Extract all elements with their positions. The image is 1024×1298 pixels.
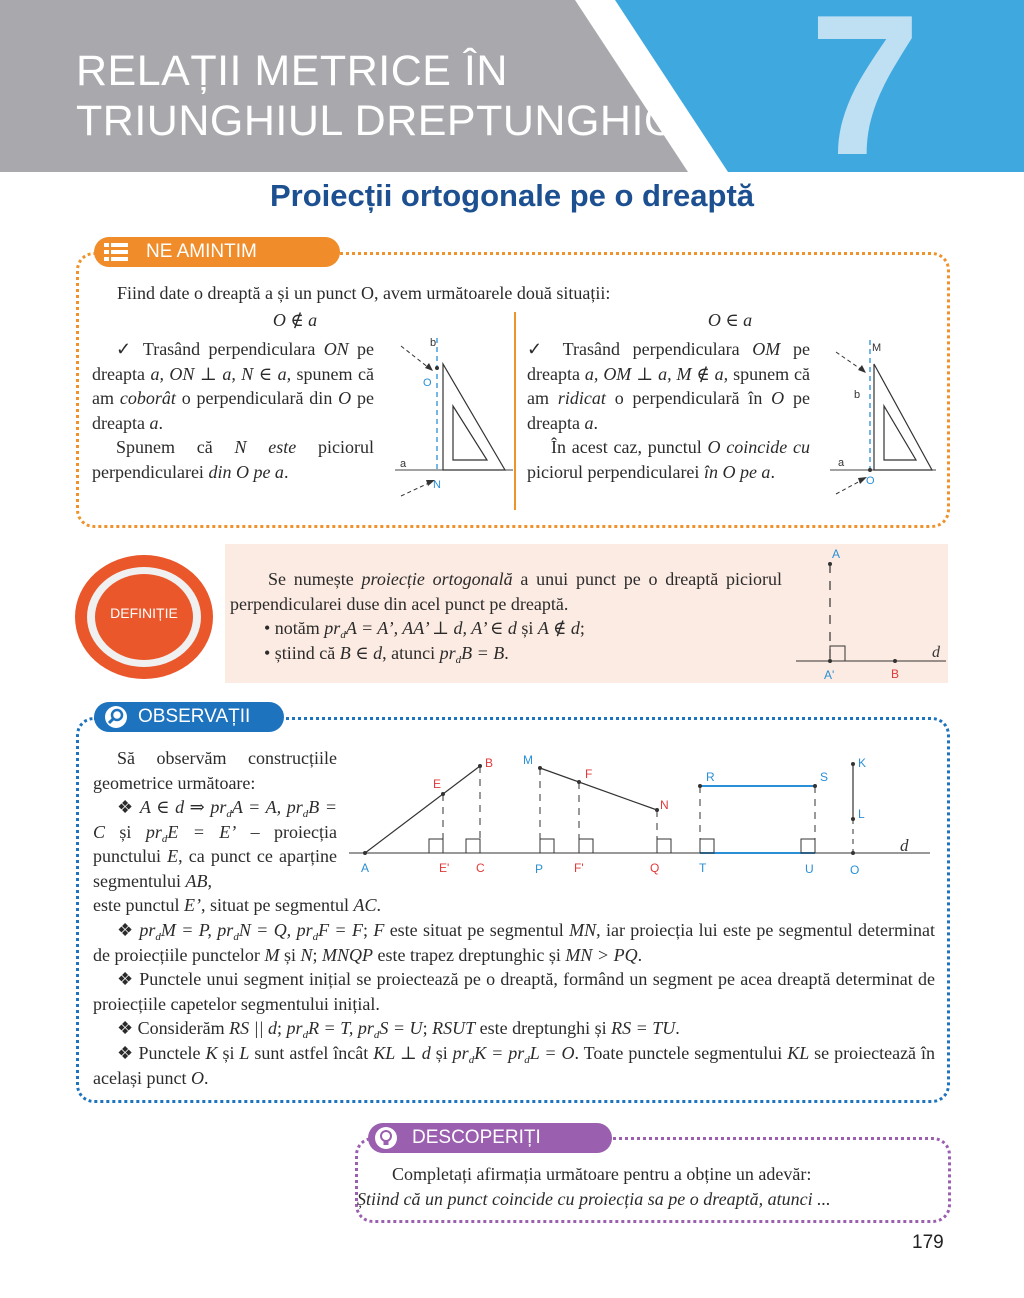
fig-label-b: b (430, 337, 437, 349)
obs-fig-a: A (361, 861, 370, 875)
observatii-item-3: ❖ Punctele unui segment inițial se proiectează pe o dreaptă, formând un segment pe acea dreaptă determinat de proiecțiile capetelor segmentului inițial. (93, 969, 935, 1014)
left-case-figure (395, 334, 515, 502)
def-fig-a: A (832, 547, 841, 561)
obs-fig-r: R (706, 770, 715, 784)
observatii-first-block-end: este punctul E’, situat pe segmentul AC. (93, 895, 381, 915)
def-fig-d: d (932, 644, 940, 661)
fig-label-o: O (423, 377, 432, 389)
obs-fig-m: M (523, 753, 533, 767)
right-case-text: ✓ Trasând perpendiculara OM pe dreapta a, OM ⊥ a, M ∉ a, spunem că am ridicat o perpendiculară în O pe dreapta a. În acest caz, punctul O coincide cu piciorul perpendicularei în O pe a. (527, 339, 810, 482)
observatii-label-text: OBSERVAȚII (138, 706, 251, 727)
obs-fig-l: L (858, 807, 865, 821)
definition-label: DEFINIȚIE (110, 605, 178, 621)
obs-fig-s: S (820, 770, 829, 784)
fig-label-m: M (872, 342, 882, 354)
def-fig-a1: A' (824, 668, 835, 682)
right-condition: O ∈ a (707, 310, 753, 330)
obs-fig-q: Q (650, 861, 660, 875)
page-number: 179 (912, 1232, 944, 1253)
list-icon (104, 242, 128, 262)
lesson-title: Proiecții ortogonale pe o dreaptă (269, 178, 755, 213)
fig-label-o2: O (866, 475, 875, 487)
obs-fig-e1: E' (439, 861, 450, 875)
ne-amintim-label-text: NE AMINTIM (146, 241, 257, 262)
observatii-item-5: ❖ Punctele K și L sunt astfel încât KL ⊥ d și $pr_dK = pr_dL = O$. Toate punctele segmentului KL se proiectează în același punct O. (93, 1043, 936, 1088)
fig-label-a: a (400, 458, 407, 470)
obs-fig-c: C (476, 861, 485, 875)
obs-fig-k: K (858, 756, 867, 770)
chapter-title-line-2: TRIUNGHIUL DREPTUNGHIC (76, 97, 676, 145)
obs-fig-f: F (585, 767, 593, 781)
obs-fig-f1: F' (574, 861, 584, 875)
chapter-title-line-1: RELAȚII METRICE ÎN (76, 47, 508, 95)
fig-label-b2: b (854, 389, 861, 401)
observatii-label (94, 702, 284, 732)
magnifier-icon (104, 705, 128, 729)
obs-fig-d: d (900, 836, 909, 855)
observatii-item-4: ❖ Considerăm RS || d; $pr_dR = T$, $pr_dS = U$; RSUT este dreptunghi și RS = TU. (117, 1018, 680, 1041)
obs-fig-t: T (699, 861, 707, 875)
descoperiti-line-2: Știind că un punct coincide cu proiecția sa pe o dreaptă, atunci ... (357, 1189, 831, 1209)
definition-text: Se numește proiecție ortogonală a unui punct pe o dreaptă piciorul perpendicularei duse din acel punct pe dreaptă. • notăm $pr_dA = A$’, AA’ ⊥ d, A’ ∈ d și A ∉ d; • știind că B ∈ d, atunci $pr_dB = B$. (230, 569, 782, 666)
observatii-first-block: Să observăm construcțiile geometrice următoare: ❖ A ∈ d ⇒ $pr_dA = A$, $pr_dB = C$ și $pr_dE = E$’ – proiecția punctului E, ca punct ce aparține segmentului AB, (93, 748, 337, 891)
descoperiti-line-1: Completați afirmația următoare pentru a obține un adevăr: (392, 1164, 812, 1184)
definition-figure (790, 544, 948, 684)
fig-label-n: N (433, 479, 441, 491)
projections-figure (345, 742, 937, 882)
obs-fig-n: N (660, 798, 669, 812)
obs-fig-o: O (850, 863, 860, 877)
obs-fig-u: U (805, 862, 814, 876)
left-case-text: ✓ Trasând perpendiculara ON pe dreapta a, ON ⊥ a, N ∈ a, spunem că am coborât o perpendiculară din O pe dreapta a. Spunem că N este piciorul perpendicularei din O pe a. (92, 339, 375, 482)
ne-amintim-label (94, 237, 340, 267)
right-case-figure (830, 334, 942, 502)
observatii-item-2: ❖ $pr_dM = P$, $pr_dN = Q$, $pr_dF = F$; F este situat pe segmentul MN, iar proiecția lui este pe segmentul determinat de proiecțiile punctelor M și N; MNQP este trapez dreptunghic și MN > PQ. (93, 920, 936, 965)
chapter-title (76, 46, 675, 146)
descoperiti-label-text: DESCOPERIȚI (412, 1127, 541, 1148)
chapter-number: 7 (809, 0, 921, 197)
lightbulb-icon (374, 1126, 398, 1150)
descoperiti-label (368, 1123, 612, 1153)
fig-label-a2: a (838, 457, 845, 469)
obs-fig-b: B (485, 756, 494, 770)
column-divider (514, 312, 516, 510)
obs-fig-p: P (535, 862, 544, 876)
def-fig-b: B (891, 667, 900, 681)
left-condition: O ∉ a (272, 310, 318, 330)
obs-fig-e: E (433, 777, 442, 791)
ne-amintim-intro: Fiind date o dreaptă a și un punct O, avem următoarele două situații: (117, 283, 611, 303)
